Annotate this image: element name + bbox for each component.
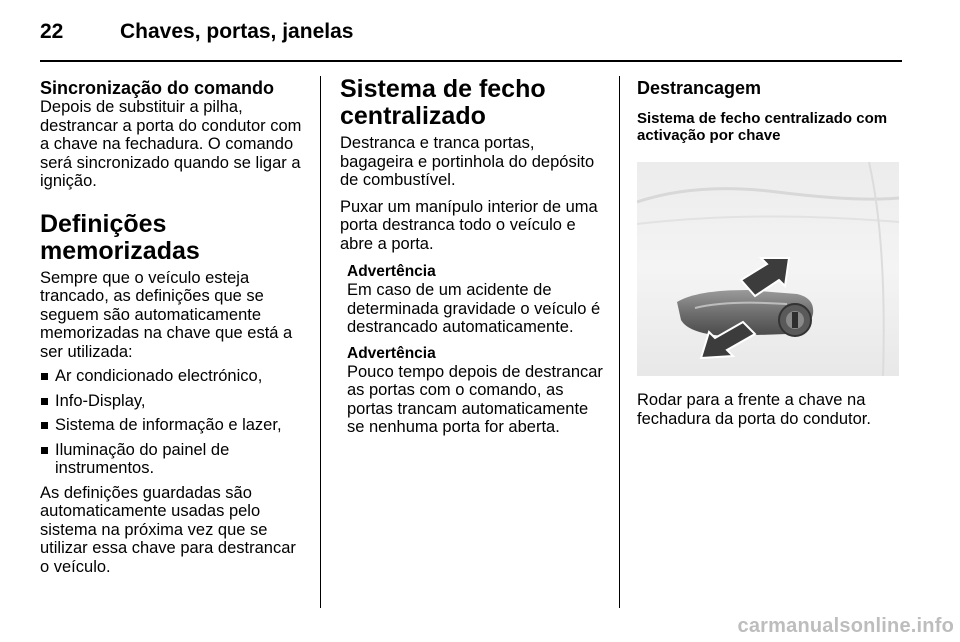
bullet-square-icon (41, 422, 48, 429)
list-item: Iluminação do painel de instrumentos. (40, 441, 306, 478)
bullet-square-icon (41, 447, 48, 454)
list-item: Info-Display, (40, 392, 306, 411)
door-lock-illustration (637, 162, 899, 376)
warning-1-title: Advertência (347, 263, 436, 280)
column-3 (637, 76, 899, 428)
warning-1 (340, 263, 606, 337)
sync-heading: Sincronização do comando (40, 78, 275, 98)
memory-outro: As definições guardadas são automaticamente usadas pelo sistema na próxima vez que se utilizar essa chave para destrancar o veículo. (40, 483, 296, 576)
key-text: Rodar para a frente a chave na fechadura da porta do condutor. (637, 391, 871, 428)
warning-2 (340, 345, 606, 437)
central-locking-heading: Sistema de fecho centralizado (340, 75, 546, 130)
warning-2-title: Advertência (347, 344, 436, 362)
column-divider-2 (619, 76, 620, 608)
memory-list (40, 367, 306, 478)
memory-heading: Definições memorizadas (40, 209, 200, 265)
unlocking-heading: Destrancagem (637, 78, 762, 98)
central-text-1: Destranca e tranca portas, bagageira e portinhola do depósito de combustível. (340, 134, 595, 189)
key-activation-heading: Sistema de fecho centralizado com activação por chave (637, 110, 888, 144)
key-slot-icon (792, 312, 798, 328)
central-text-2: Puxar um manípulo interior de uma porta destranca todo o veículo e abre a porta. (340, 197, 598, 253)
sync-text: Depois de substituir a pilha, destrancar a porta do condutor com a chave na fechadura. O comando será sincronizado quando se ligar a ignição. (40, 98, 302, 190)
warning-2-text: Pouco tempo depois de destrancar as portas com o comando, as portas trancam automaticamente se nenhuma porta for aberta. (347, 362, 603, 436)
bullet-square-icon (41, 398, 48, 405)
chapter-title: Chaves, portas, janelas (120, 20, 354, 43)
column-2 (340, 76, 606, 437)
memory-intro: Sempre que o veículo esteja trancado, as definições que se seguem são automaticamente memorizadas na chave que está a ser utilizada: (40, 268, 293, 361)
header-rule (40, 60, 902, 62)
warning-1-text: Em caso de um acidente de determinada gravidade o veículo é destrancado automaticamente. (347, 281, 601, 336)
column-divider-1 (320, 76, 321, 608)
watermark-footer: carmanualsonline.info (737, 615, 954, 637)
list-item: Ar condicionado electrónico, (40, 367, 306, 386)
bullet-square-icon (41, 373, 48, 380)
page-number: 22 (40, 20, 64, 43)
list-item: Sistema de informação e lazer, (40, 416, 306, 435)
column-1 (40, 76, 306, 576)
